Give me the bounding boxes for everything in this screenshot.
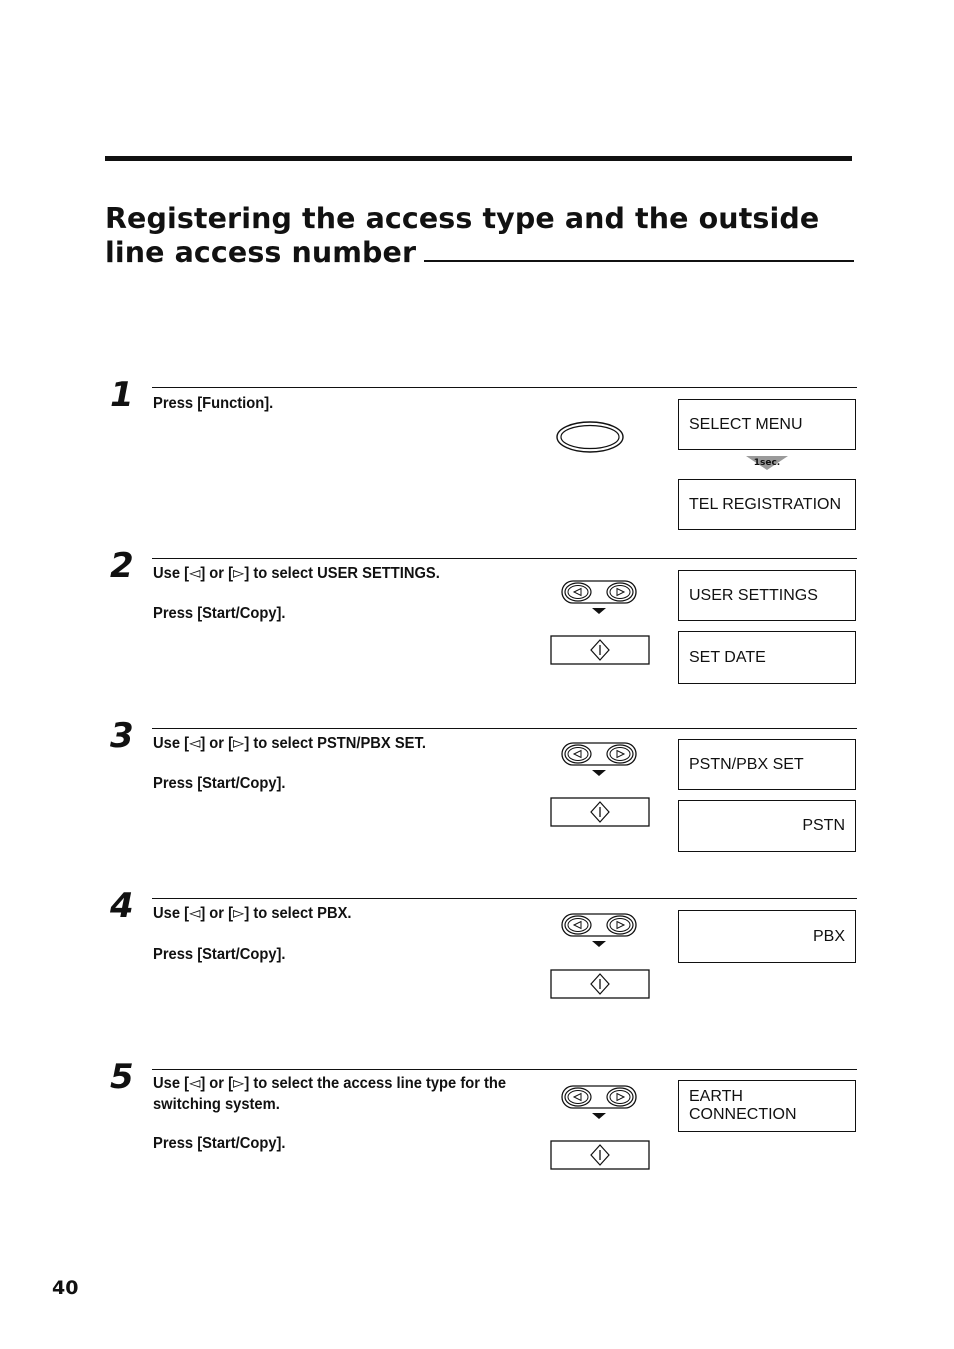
timer-label: 1sec. bbox=[753, 458, 781, 468]
step-rule bbox=[152, 898, 857, 899]
page-number: 40 bbox=[52, 1277, 79, 1299]
step-instruction-2: Press [Start/Copy]. bbox=[153, 946, 286, 963]
step-number: 2 bbox=[110, 546, 134, 586]
arrow-keys-icon bbox=[560, 578, 638, 618]
step-instruction-2: Press [Start/Copy]. bbox=[153, 775, 286, 792]
lcd-display: PBX bbox=[678, 910, 856, 963]
lcd-display: SET DATE bbox=[678, 631, 856, 684]
step-number: 3 bbox=[110, 716, 134, 756]
start-copy-button-icon bbox=[550, 1140, 650, 1170]
step-instruction-2: Press [Start/Copy]. bbox=[153, 1135, 286, 1152]
arrow-keys-icon bbox=[560, 740, 638, 780]
lcd-display: EARTH CONNECTION bbox=[678, 1080, 856, 1132]
start-copy-button-icon bbox=[550, 635, 650, 665]
step-instruction: Use [◅] or [▻] to select the access line type for the switching system. bbox=[153, 1075, 507, 1113]
step-instruction-2: Press [Start/Copy]. bbox=[153, 605, 286, 622]
lcd-display: USER SETTINGS bbox=[678, 570, 856, 621]
step-rule bbox=[152, 387, 857, 388]
lcd-display: PSTN bbox=[678, 800, 856, 852]
page-title bbox=[105, 202, 865, 270]
arrow-keys-icon bbox=[560, 1083, 638, 1123]
title-line-2: line access number bbox=[105, 236, 417, 269]
step-rule bbox=[152, 558, 857, 559]
step-rule bbox=[152, 1069, 857, 1070]
title-underline bbox=[424, 236, 854, 262]
start-copy-button-icon bbox=[550, 797, 650, 827]
step-instruction: Use [◅] or [▻] to select PBX. bbox=[153, 905, 352, 922]
step-number: 1 bbox=[110, 375, 134, 415]
top-rule bbox=[105, 156, 852, 161]
step-instruction: Use [◅] or [▻] to select USER SETTINGS. bbox=[153, 565, 440, 582]
title-line-1: Registering the access type and the outside bbox=[105, 202, 820, 235]
step-instruction: Use [◅] or [▻] to select PSTN/PBX SET. bbox=[153, 735, 426, 752]
step-number: 4 bbox=[110, 886, 134, 926]
one-second-timer-icon bbox=[746, 455, 788, 471]
lcd-display: PSTN/PBX SET bbox=[678, 739, 856, 790]
lcd-display: SELECT MENU bbox=[678, 399, 856, 450]
step-number: 5 bbox=[110, 1057, 134, 1097]
arrow-keys-icon bbox=[560, 911, 638, 951]
step-rule bbox=[152, 728, 857, 729]
function-button-icon bbox=[556, 421, 624, 453]
lcd-display: TEL REGISTRATION bbox=[678, 479, 856, 530]
start-copy-button-icon bbox=[550, 969, 650, 999]
step-instruction: Press [Function]. bbox=[153, 395, 274, 412]
